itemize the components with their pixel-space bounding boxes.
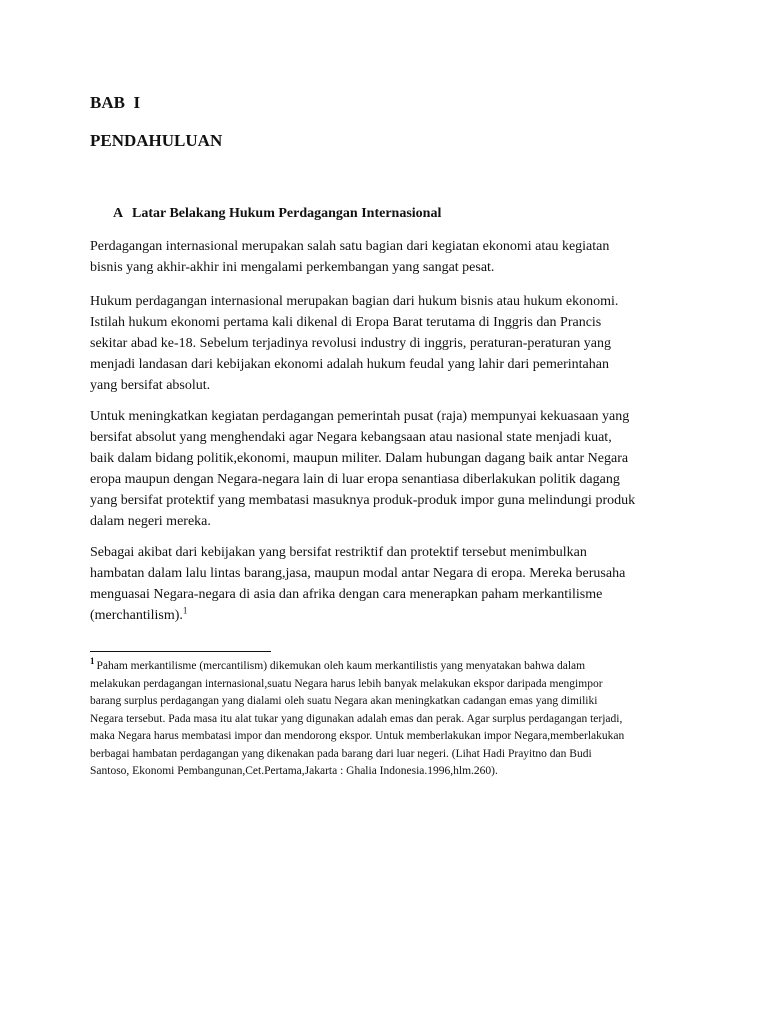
footnote-reference[interactable]: 1 (182, 605, 188, 616)
section-title: Latar Belakang Hukum Perdagangan Internasional (132, 206, 442, 221)
paragraph-3: Untuk meningkatkan kegiatan perdagangan pemerintah pusat (raja) mempunyai kekuasaan yang bersifat absolut yang menghendaki agar Negara kebangsaan atau nasional state menjadi kuat, baik dalam bidang politik,ekonomi, maupun militer. Dalam hubungan dagang baik antar Negara eropa maupun dengan Negara-negara lain di luar eropa senantiasa diberlakukan politik dagang yang bersifat protektif yang membatasi masuknya produk-produk impor guna melindungi produk dalam negeri mereka. (90, 409, 636, 529)
footnote (90, 658, 690, 781)
paragraph-2: Hukum perdagangan internasional merupakan bagian dari hukum bisnis atau hukum ekonomi. Istilah hukum ekonomi pertama kali dikenal di Eropa Barat terutama di Inggris dan Prancis sekitar abad ke-18. Sebelum terjadinya revolusi industry di inggris, peraturan-peraturan yang menjadi landasan dari kebijakan ekonomi adalah hukum feudal yang lahir dari pemerintahan yang bersifat absolut. (90, 294, 619, 393)
footnote-text: Paham merkantilisme (mercantilism) dikemukan oleh kaum merkantilistis yang menyatakan bahwa dalam melakukan perdagangan internasional,suatu Negara harus lebih banyak melakukan ekspor daripada mengimpor barang surplus perdagangan yang dialami oleh suatu Negara akan meningkatkan cadangan emas yang dimiliki Negara tersebut. Pada masa itu alat tukar yang digunakan adalah emas dan perak. Agar surplus perdagangan terjadi, maka Negara harus membatasi impor dan mendorong ekspor. Untuk memberlakukan impor Negara,memberlakukan berbagai hambatan perdagangan yang dikenakan pada barang dari luar negeri. (Lihat Hadi Prayitno dan Budi Santoso, Ekonomi Pembangunan,Cet.Pertama,Jakarta : Ghalia Indonesia.1996,hlm.260). (90, 660, 625, 777)
footnote-separator (90, 651, 271, 652)
footnote-number: 1 (90, 656, 95, 667)
section-letter: A (113, 206, 124, 221)
paragraph-4-text: Sebagai akibat dari kebijakan yang bersifat restriktif dan protektif tersebut menimbulkan hambatan dalam lalu lintas barang,jasa, maupun modal antar Negara di eropa. Mereka berusaha menguasai Negara-negara di asia dan afrika dengan cara menerapkan paham merkantilisme (merchantilism). (90, 545, 626, 623)
chapter-number: BAB I (90, 93, 141, 112)
chapter-title: PENDAHULUAN (90, 131, 223, 150)
paragraph-1: Perdagangan internasional merupakan salah satu bagian dari kegiatan ekonomi atau kegiatan bisnis yang akhir-akhir ini mengalami perkembangan yang sangat pesat. (90, 239, 610, 275)
section-heading (113, 205, 441, 223)
paragraph-4 (90, 542, 682, 626)
